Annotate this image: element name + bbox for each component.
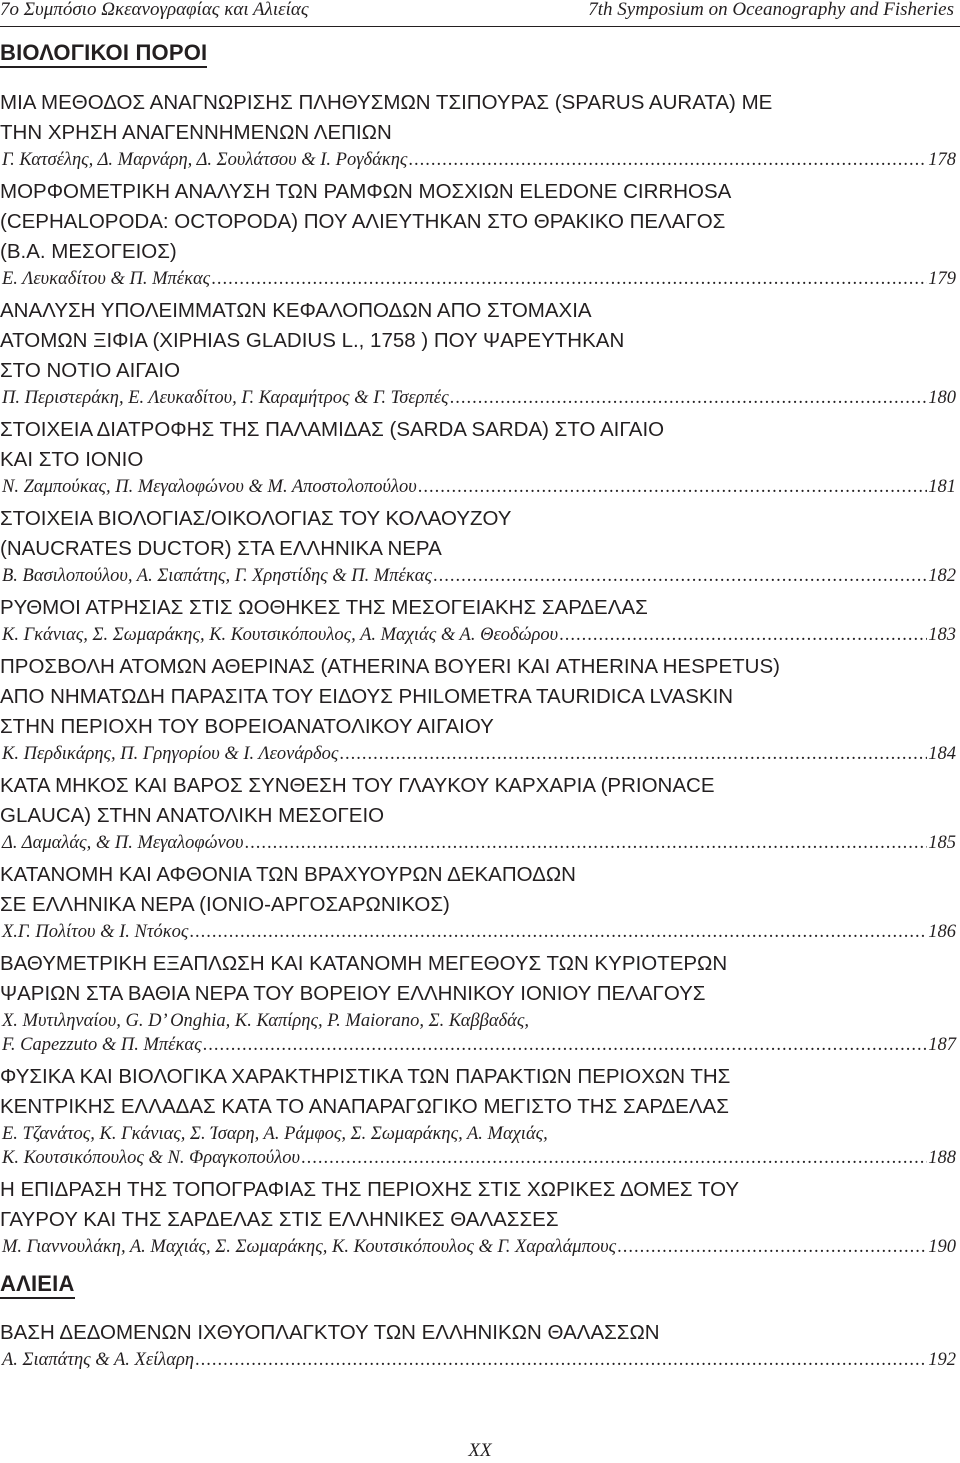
- entry-authors: Δ. Δαμαλάς, & Π. Μεγαλοφώνου: [2, 833, 244, 853]
- header-rule: [0, 26, 960, 27]
- entry-authors-line: Ε. Τζανάτος, Κ. Γκάνιας, Σ. Ίσαρη, Α. Ράμφος, Σ. Σωμαράκης, Α. Μαχιάς,: [2, 1124, 548, 1144]
- dot-leader: [195, 1348, 927, 1372]
- entry-authors: Ν. Ζαμπούκας, Π. Μεγαλοφώνου & Μ. Αποστολοπούλου: [2, 477, 417, 497]
- entry-title-line: Η ΕΠΙΔΡΑΣΗ ΤΗΣ ΤΟΠΟΓΡΑΦΙΑΣ ΤΗΣ ΠΕΡΙΟΧΗΣ ΣΤΙΣ ΧΩΡΙΚΕΣ ΔΟΜΕΣ ΤΟΥ: [0, 1178, 740, 1201]
- dot-leader: [450, 386, 928, 410]
- entry-title-line: (Β.Α. ΜΕΣΟΓΕΙΟΣ): [0, 240, 177, 263]
- entry-title-line: GLAUCA) ΣΤΗΝ ΑΝΑΤΟΛΙΚΗ ΜΕΣΟΓΕΙΟ: [0, 804, 385, 827]
- entry-title-line: ΣΤΟΙΧΕΙΑ ΔΙΑΤΡΟΦΗΣ ΤΗΣ ΠΑΛΑΜΙΔΑΣ (SARDA SARDA) ΣΤΟ ΑΙΓΑΙΟ: [0, 418, 665, 441]
- toc-entry[interactable]: [0, 296, 960, 410]
- entry-title-line: (CEPHALOPODA: OCTOPODA) ΠΟΥ ΑΛΙΕΥΤΗΚΑΝ ΣΤΟ ΘΡΑΚΙΚΟ ΠΕΛΑΓΟΣ: [0, 210, 726, 233]
- entry-title-line: ΜΙΑ ΜΕΘΟΔΟΣ ΑΝΑΓΝΩΡΙΣΗΣ ΠΛΗΘΥΣΜΩΝ ΤΣΙΠΟΥΡΑΣ (SPARUS AURATA) ΜΕ: [0, 91, 773, 114]
- entry-authors: Μ. Γιαννουλάκη, Α. Μαχιάς, Σ. Σωμαράκης, Κ. Κουτσικόπουλος & Γ. Χαραλάμπους: [2, 1237, 617, 1257]
- entry-authors-row: [0, 267, 960, 291]
- entry-authors-row: [0, 1235, 960, 1259]
- dot-leader: [418, 475, 928, 499]
- entry-title-line: ΜΟΡΦΟΜΕΤΡΙΚΗ ΑΝΑΛΥΣΗ ΤΩΝ ΡΑΜΦΩΝ ΜΟΣΧΙΩΝ ELEDONE CIRRHOSA: [0, 180, 732, 203]
- entry-title-line: ΒΑΣΗ ΔΕΔΟΜΕΝΩΝ ΙΧΘΥΟΠΛΑΓΚΤΟΥ ΤΩΝ ΕΛΛΗΝΙΚΩΝ ΘΑΛΑΣΣΩΝ: [0, 1321, 660, 1344]
- header-english-title: 7th Symposium on Oceanography and Fisheries: [588, 0, 954, 20]
- entry-title-line: ΣΤΟ ΝΟΤΙΟ ΑΙΓΑΙΟ: [0, 359, 181, 382]
- toc-entry[interactable]: [0, 177, 960, 291]
- entry-title-line: ΚΕΝΤΡΙΚΗΣ ΕΛΛΑΔΑΣ ΚΑΤΑ ΤΟ ΑΝΑΠΑΡΑΓΩΓΙΚΟ ΜΕΓΙΣΤΟ ΤΗΣ ΣΑΡΔΕΛΑΣ: [0, 1095, 729, 1118]
- entry-page-number[interactable]: 190: [928, 1237, 956, 1257]
- entry-page-number[interactable]: 185: [928, 833, 956, 853]
- entry-authors-row: [0, 386, 960, 410]
- entry-page-number[interactable]: 186: [928, 922, 956, 942]
- entry-authors: Κ. Κουτσικόπουλος & Ν. Φραγκοπούλου: [2, 1148, 301, 1168]
- entry-authors-line: Χ. Μυτιληναίου, G. D’ Onghia, Κ. Καπίρης, P. Maiorano, Σ. Καββαδάς,: [2, 1011, 529, 1031]
- toc-entry[interactable]: [0, 860, 960, 944]
- entry-page-number[interactable]: 178: [928, 150, 956, 170]
- entry-page-number[interactable]: 183: [928, 625, 956, 645]
- entry-authors: F. Capezzuto & Π. Μπέκας: [2, 1035, 202, 1055]
- entry-authors-row: [0, 148, 960, 172]
- entry-authors: Β. Βασιλοπούλου, Α. Σιαπάτης, Γ. Χρηστίδης & Π. Μπέκας: [2, 566, 432, 586]
- entry-title-line: ΠΡΟΣΒΟΛΗ ΑΤΟΜΩΝ ΑΘΕΡΙΝΑΣ (ATHERINA BOYERI ΚΑΙ ATHERINA HESPETUS): [0, 655, 780, 678]
- entry-authors-row: [0, 623, 960, 647]
- entry-authors-row: [0, 1348, 960, 1372]
- toc-entry[interactable]: [0, 949, 960, 1057]
- entry-authors: Χ.Γ. Πολίτου & Ι. Ντόκος: [2, 922, 189, 942]
- dot-leader: [433, 564, 927, 588]
- entry-authors: Κ. Περδικάρης, Π. Γρηγορίου & Ι. Λεονάρδος: [2, 744, 339, 764]
- toc-entry[interactable]: [0, 771, 960, 855]
- dot-leader: [339, 742, 927, 766]
- entry-authors: Ε. Λευκαδίτου & Π. Μπέκας: [2, 269, 211, 289]
- toc-entry[interactable]: [0, 504, 960, 588]
- dot-leader: [245, 831, 928, 855]
- dot-leader: [559, 623, 927, 647]
- dot-leader: [189, 920, 927, 944]
- entry-page-number[interactable]: 187: [928, 1035, 956, 1055]
- entry-authors-row: [0, 920, 960, 944]
- toc-entry[interactable]: [0, 652, 960, 766]
- entry-title-line: ΚΑΙ ΣΤΟ ΙΟΝΙΟ: [0, 448, 144, 471]
- entry-title-line: ΤΗΝ ΧΡΗΣΗ ΑΝΑΓΕΝΝΗΜΕΝΩΝ ΛΕΠΙΩΝ: [0, 121, 392, 144]
- entry-authors: Π. Περιστεράκη, Ε. Λευκαδίτου, Γ. Καραμήτρος & Γ. Τσερπές: [2, 388, 449, 408]
- entry-authors: Α. Σιαπάτης & Α. Χείλαρη: [2, 1350, 195, 1370]
- entry-authors: Κ. Γκάνιας, Σ. Σωμαράκης, Κ. Κουτσικόπουλος, Α. Μαχιάς & Α. Θεοδώρου: [2, 625, 559, 645]
- toc-entry[interactable]: [0, 593, 960, 647]
- toc-entry[interactable]: [0, 1175, 960, 1259]
- section-heading-biological-resources: ΒΙΟΛΟΓΙΚΟΙ ΠΟΡΟΙ: [0, 40, 207, 66]
- entry-authors-row: [0, 564, 960, 588]
- entry-page-number[interactable]: 182: [928, 566, 956, 586]
- entry-title-line: ΑΝΑΛΥΣΗ ΥΠΟΛΕΙΜΜΑΤΩΝ ΚΕΦΑΛΟΠΟΔΩΝ ΑΠΟ ΣΤΟΜΑΧΙΑ: [0, 299, 592, 322]
- entry-title-line: ΚΑΤΑΝΟΜΗ ΚΑΙ ΑΦΘΟΝΙΑ ΤΩΝ ΒΡΑΧΥΟΥΡΩΝ ΔΕΚΑΠΟΔΩΝ: [0, 863, 576, 886]
- entry-authors-row: [0, 1033, 960, 1057]
- entry-title-line: ΨΑΡΙΩΝ ΣΤΑ ΒΑΘΙΑ ΝΕΡΑ ΤΟΥ ΒΟΡΕΙΟΥ ΕΛΛΗΝΙΚΟΥ ΙΟΝΙΟΥ ΠΕΛΑΓΟΥΣ: [0, 982, 706, 1005]
- entry-authors-row: [0, 742, 960, 766]
- entry-title-line: ΚΑΤΑ ΜΗΚΟΣ ΚΑΙ ΒΑΡΟΣ ΣΥΝΘΕΣΗ ΤΟΥ ΓΛΑΥΚΟΥ ΚΑΡΧΑΡΙΑ (PRIONACE: [0, 774, 715, 797]
- toc-entry[interactable]: [0, 88, 960, 172]
- entry-authors-row: [0, 1146, 960, 1170]
- toc-entries: [0, 88, 960, 1264]
- entry-title-line: ΒΑΘΥΜΕΤΡΙΚΗ ΕΞΑΠΛΩΣΗ ΚΑΙ ΚΑΤΑΝΟΜΗ ΜΕΓΕΘΟΥΣ ΤΩΝ ΚΥΡΙΟΤΕΡΩΝ: [0, 952, 728, 975]
- dot-leader: [301, 1146, 927, 1170]
- entry-title-line: ΣΤΗΝ ΠΕΡΙΟΧΗ ΤΟΥ ΒΟΡΕΙΟΑΝΑΤΟΛΙΚΟΥ ΑΙΓΑΙΟΥ: [0, 715, 494, 738]
- entry-authors: Γ. Κατσέλης, Δ. Μαρνάρη, Δ. Σουλάτσου & Ι. Ρογδάκης: [2, 150, 408, 170]
- entry-title-line: ΑΠΟ ΝΗΜΑΤΩΔΗ ΠΑΡΑΣΙΤΑ ΤΟΥ ΕΙΔΟΥΣ PHILOMETRA TAURIDICA LVASKIN: [0, 685, 734, 708]
- toc-entries-fisheries: [0, 1318, 960, 1377]
- dot-leader: [203, 1033, 928, 1057]
- entry-title-line: ΓΑΥΡΟΥ ΚΑΙ ΤΗΣ ΣΑΡΔΕΛΑΣ ΣΤΙΣ ΕΛΛΗΝΙΚΕΣ ΘΑΛΑΣΣΕΣ: [0, 1208, 559, 1231]
- dot-leader: [211, 267, 927, 291]
- dot-leader: [408, 148, 927, 172]
- entry-title-line: ΡΥΘΜΟΙ ΑΤΡΗΣΙΑΣ ΣΤΙΣ ΩΟΘΗΚΕΣ ΤΗΣ ΜΕΣΟΓΕΙΑΚΗΣ ΣΑΡΔΕΛΑΣ: [0, 596, 648, 619]
- entry-page-number[interactable]: 180: [928, 388, 956, 408]
- entry-title-line: ΑΤΟΜΩΝ ΞΙΦΙΑ (XIPHIAS GLADIUS L., 1758 ) ΠΟΥ ΨΑΡΕΥΤΗΚΑΝ: [0, 329, 625, 352]
- entry-title-line: ΣΤΟΙΧΕΙΑ ΒΙΟΛΟΓΙΑΣ/ΟΙΚΟΛΟΓΙΑΣ ΤΟΥ ΚΟΛΑΟΥΖΟΥ: [0, 507, 512, 530]
- entry-page-number[interactable]: 179: [928, 269, 956, 289]
- dot-leader: [617, 1235, 927, 1259]
- entry-page-number[interactable]: 184: [928, 744, 956, 764]
- header-greek-title: 7ο Συμπόσιο Ωκεανογραφίας και Αλιείας: [0, 0, 309, 20]
- entry-title-line: ΦΥΣΙΚΑ ΚΑΙ ΒΙΟΛΟΓΙΚΑ ΧΑΡΑΚΤΗΡΙΣΤΙΚΑ ΤΩΝ ΠΑΡΑΚΤΙΩΝ ΠΕΡΙΟΧΩΝ ΤΗΣ: [0, 1065, 731, 1088]
- running-header: [0, 0, 960, 30]
- toc-entry[interactable]: [0, 1318, 960, 1372]
- section-heading-fisheries: ΑΛΙΕΙΑ: [0, 1271, 75, 1297]
- entry-page-number[interactable]: 181: [928, 477, 956, 497]
- entry-title-line: ΣΕ ΕΛΛΗΝΙΚΑ ΝΕΡΑ (ΙΟΝΙΟ-ΑΡΓΟΣΑΡΩΝΙΚΟΣ): [0, 893, 450, 916]
- toc-entry[interactable]: [0, 415, 960, 499]
- toc-entry[interactable]: [0, 1062, 960, 1170]
- entry-authors-row: [0, 475, 960, 499]
- entry-authors-row: [0, 831, 960, 855]
- entry-page-number[interactable]: 188: [928, 1148, 956, 1168]
- entry-page-number[interactable]: 192: [928, 1350, 956, 1370]
- entry-title-line: (NAUCRATES DUCTOR) ΣΤΑ ΕΛΛΗΝΙΚΑ ΝΕΡΑ: [0, 537, 442, 560]
- page-number: XX: [468, 1440, 492, 1461]
